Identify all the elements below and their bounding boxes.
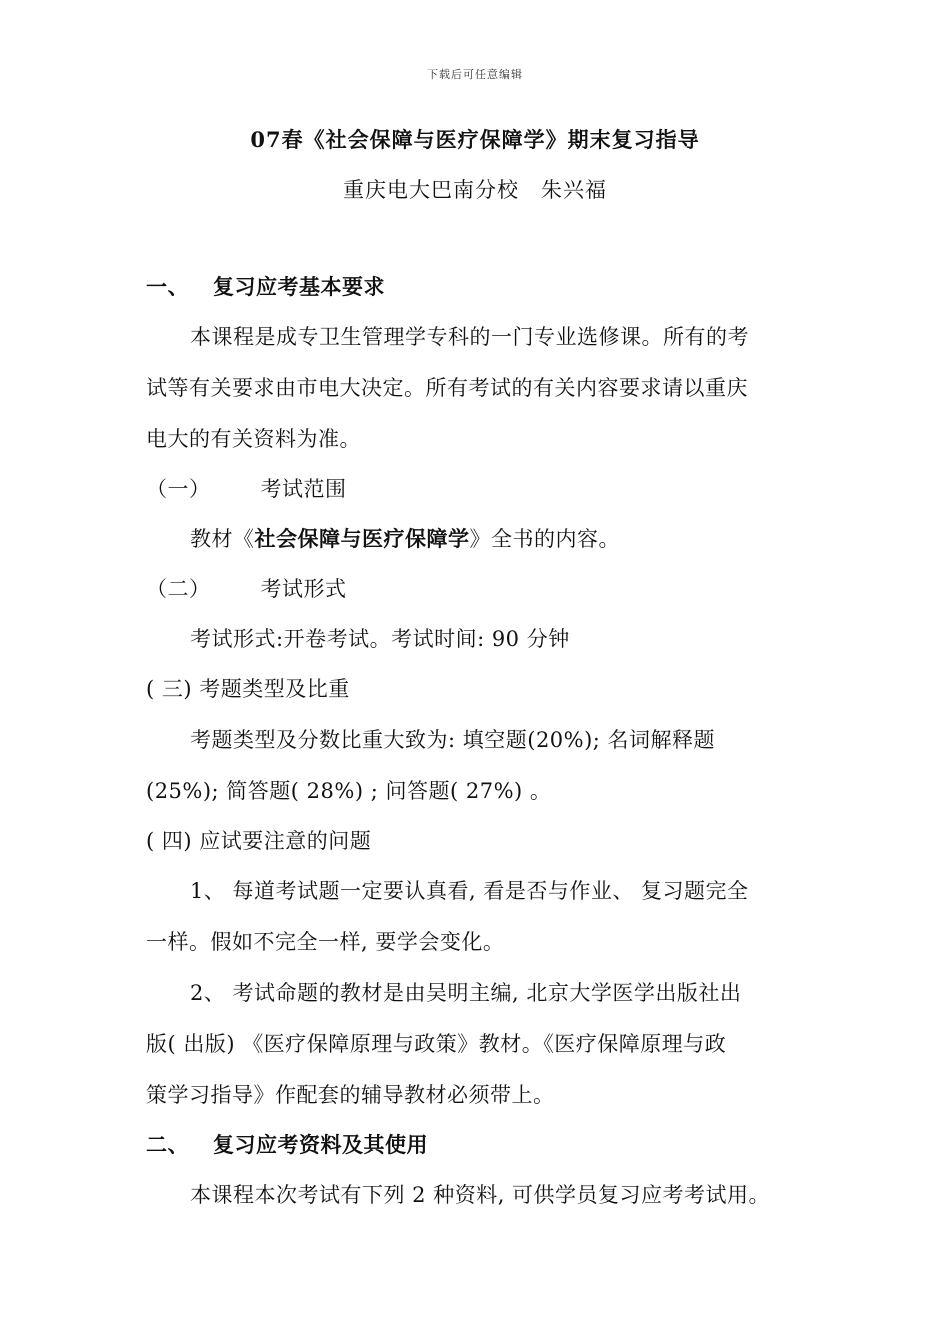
paragraph-line: 本课程是成专卫生管理学专科的一门专业选修课。所有的考: [190, 325, 749, 349]
section-1-title: 复习应考基本要求: [213, 274, 385, 299]
note-1-text: 一样。假如不完全一样, 要学会变化。: [146, 930, 505, 954]
section-2-title: 复习应考资料及其使用: [213, 1132, 428, 1157]
subsection-number: （二）: [146, 577, 211, 601]
paragraph-line: 电大的有关资料为准。: [146, 427, 361, 451]
note-2-text: 策学习指导》作配套的辅导教材必须带上。: [146, 1083, 555, 1107]
header-note: 下载后可任意编辑: [427, 68, 523, 81]
section-2-heading: [146, 1130, 428, 1160]
subsection-exam-scope: [146, 474, 347, 504]
subsection-label: 考试范围: [260, 477, 347, 501]
question-types-text: 考题类型及分数比重大致为: 填空题(20%); 名词解释题: [190, 728, 716, 752]
textbook-name: 社会保障与医疗保障学: [254, 526, 470, 551]
note-2-text: 2、 考试命题的教材是由吴明主编, 北京大学医学出版社出: [190, 981, 742, 1005]
document-author: 重庆电大巴南分校 朱兴福: [343, 178, 607, 202]
subsection-label: 考试形式: [260, 577, 347, 601]
subsection-exam-format: [146, 574, 347, 604]
note-2-text: 版( 出版) 《医疗保障原理与政策》教材。《医疗保障原理与政: [146, 1032, 727, 1056]
subsection-number: （一）: [146, 477, 211, 501]
document-title: 07春《社会保障与医疗保障学》期末复习指导: [250, 127, 700, 152]
paragraph-line: 试等有关要求由市电大决定。所有考试的有关内容要求请以重庆: [146, 376, 748, 400]
exam-scope-text: 教材《社会保障与医疗保障学》全书的内容。: [190, 526, 620, 551]
note-1-text: 1、 每道考试题一定要认真看, 看是否与作业、 复习题完全: [190, 879, 749, 903]
section-2-number: 二、: [146, 1132, 189, 1157]
paragraph-line: 本课程本次考试有下列 2 种资料, 可供学员复习应考考试用。: [190, 1183, 771, 1207]
section-1-number: 一、: [146, 274, 189, 299]
exam-format-text: 考试形式:开卷考试。考试时间: 90 分钟: [190, 627, 570, 651]
section-1-heading: [146, 272, 385, 302]
subsection-exam-notes: ( 四) 应试要注意的问题: [146, 829, 372, 853]
question-types-text: (25%); 简答题( 28%) ; 问答题( 27%) 。: [146, 779, 552, 803]
subsection-question-types: ( 三) 考题类型及比重: [146, 677, 350, 701]
